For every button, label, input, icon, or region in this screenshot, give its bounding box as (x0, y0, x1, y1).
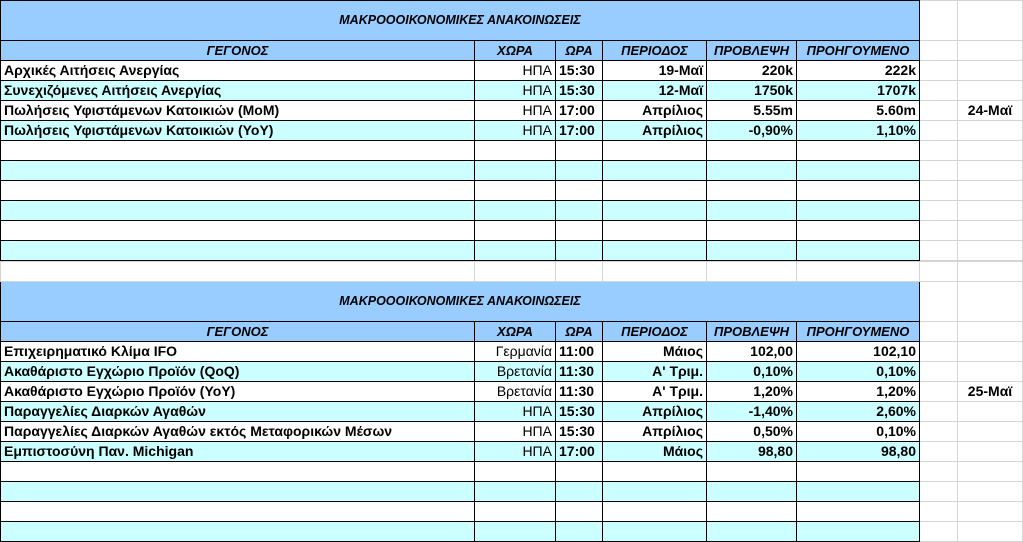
table-row (1, 201, 1023, 221)
cell-country[interactable] (475, 462, 556, 482)
empty-cell[interactable] (958, 402, 1023, 422)
cell-period[interactable] (603, 502, 707, 522)
table-row (1, 362, 1023, 382)
empty-cell[interactable] (920, 1, 958, 41)
cell-previous[interactable]: 98,80 (797, 442, 920, 462)
cell-period[interactable] (603, 241, 707, 261)
cell-period[interactable]: Απρίλιος (603, 422, 707, 442)
empty-cell[interactable] (920, 462, 958, 482)
empty-cell[interactable] (958, 322, 1023, 342)
cell-forecast[interactable]: -0,90% (707, 121, 797, 141)
cell-period[interactable]: Α' Τριμ. (603, 362, 707, 382)
cell-country[interactable]: Βρετανία (475, 382, 556, 402)
cell-forecast[interactable]: 98,80 (707, 442, 797, 462)
cell-period[interactable]: Απρίλιος (603, 121, 707, 141)
header-event[interactable]: ΓΕΓΟΝΟΣ (1, 41, 475, 61)
table-row (1, 241, 1023, 261)
cell-previous[interactable]: 0,10% (797, 362, 920, 382)
cell-time[interactable]: 17:00 (556, 442, 603, 462)
cell-period[interactable]: Μάιος (603, 442, 707, 462)
empty-cell[interactable] (958, 362, 1023, 382)
cell-time[interactable]: 17:00 (556, 101, 603, 121)
empty-cell[interactable] (920, 121, 958, 141)
cell-period[interactable] (603, 221, 707, 241)
cell-period[interactable] (603, 482, 707, 502)
empty-cell[interactable] (958, 442, 1023, 462)
empty-cell[interactable] (920, 241, 958, 261)
cell-event[interactable]: Εμπιστοσύνη Παν. Michigan (1, 442, 475, 462)
cell-event[interactable] (1, 522, 475, 542)
cell-previous[interactable]: 0,10% (797, 422, 920, 442)
cell-previous[interactable]: 2,60% (797, 402, 920, 422)
header-time[interactable]: ΩΡΑ (556, 41, 603, 61)
empty-cell[interactable] (958, 462, 1023, 482)
empty-cell[interactable] (1, 262, 475, 282)
header-event[interactable]: ΓΕΓΟΝΟΣ (1, 322, 475, 342)
cell-forecast[interactable]: 0,50% (707, 422, 797, 442)
cell-previous[interactable] (797, 161, 920, 181)
spacer-row (0, 261, 1023, 282)
cell-event[interactable] (1, 502, 475, 522)
empty-cell[interactable] (920, 422, 958, 442)
table-row (1, 422, 1023, 442)
table-row (1, 81, 1023, 101)
header-forecast[interactable]: ΠΡΟΒΛΕΨΗ (707, 322, 797, 342)
cell-country[interactable]: ΗΠΑ (475, 422, 556, 442)
cell-country[interactable]: ΗΠΑ (475, 101, 556, 121)
table-row (1, 442, 1023, 462)
cell-period[interactable]: Α' Τριμ. (603, 382, 707, 402)
empty-cell[interactable] (920, 61, 958, 81)
cell-event[interactable]: Ακαθάριστο Εγχώριο Προϊόν (QoQ) (1, 362, 475, 382)
cell-previous[interactable] (797, 221, 920, 241)
cell-country[interactable]: Γερμανία (475, 342, 556, 362)
header-country[interactable]: ΧΩΡΑ (475, 322, 556, 342)
table-row (1, 161, 1023, 181)
cell-country[interactable]: ΗΠΑ (475, 442, 556, 462)
table-row (1, 462, 1023, 482)
cell-previous[interactable] (797, 482, 920, 502)
cell-forecast[interactable]: 220k (707, 61, 797, 81)
header-country[interactable]: ΧΩΡΑ (475, 41, 556, 61)
cell-previous[interactable]: 1,20% (797, 382, 920, 402)
cell-time[interactable] (556, 482, 603, 502)
table-row (1, 101, 1023, 121)
cell-period[interactable]: 19-Μαϊ (603, 61, 707, 81)
cell-event[interactable] (1, 161, 475, 181)
cell-event[interactable]: Πωλήσεις Υφιστάμενων Κατοικιών (MoM) (1, 101, 475, 121)
empty-cell[interactable] (958, 201, 1023, 221)
cell-period[interactable] (603, 522, 707, 542)
empty-cell[interactable] (958, 221, 1023, 241)
table-row (1, 402, 1023, 422)
cell-previous[interactable] (797, 181, 920, 201)
cell-time[interactable] (556, 241, 603, 261)
empty-cell[interactable] (707, 262, 797, 282)
cell-country[interactable]: Βρετανία (475, 362, 556, 382)
header-previous[interactable]: ΠΡΟΗΓΟΥΜΕΝΟ (797, 322, 920, 342)
cell-country[interactable]: ΗΠΑ (475, 61, 556, 81)
empty-cell[interactable] (920, 482, 958, 502)
empty-cell[interactable] (958, 282, 1023, 322)
table-row (1, 141, 1023, 161)
empty-cell[interactable] (958, 41, 1023, 61)
empty-cell[interactable] (920, 81, 958, 101)
cell-country[interactable] (475, 502, 556, 522)
date-cell[interactable]: 25-Μαϊ (958, 382, 1023, 402)
section-title[interactable]: ΜΑΚΡΟΟΟΙΚΟΝΟΜΙΚΕΣ ΑΝΑΚΟΙΝΩΣΕΙΣ (1, 1, 920, 41)
cell-previous[interactable] (797, 201, 920, 221)
cell-time[interactable] (556, 141, 603, 161)
cell-previous[interactable] (797, 522, 920, 542)
cell-event[interactable] (1, 482, 475, 502)
empty-cell[interactable] (958, 522, 1023, 542)
table-row (1, 482, 1023, 502)
cell-period[interactable] (603, 141, 707, 161)
cell-time[interactable]: 11:30 (556, 382, 603, 402)
cell-period[interactable]: Απρίλιος (603, 101, 707, 121)
empty-cell[interactable] (920, 342, 958, 362)
cell-country[interactable] (475, 221, 556, 241)
cell-forecast[interactable] (707, 482, 797, 502)
empty-cell[interactable] (958, 61, 1023, 81)
table-row (1, 522, 1023, 542)
cell-country[interactable] (475, 522, 556, 542)
cell-time[interactable] (556, 201, 603, 221)
header-previous[interactable]: ΠΡΟΗΓΟΥΜΕΝΟ (797, 41, 920, 61)
table-row (1, 342, 1023, 362)
empty-cell[interactable] (920, 382, 958, 402)
cell-event[interactable]: Συνεχιζόμενες Αιτήσεις Ανεργίας (1, 81, 475, 101)
cell-period[interactable] (603, 462, 707, 482)
cell-forecast[interactable] (707, 462, 797, 482)
empty-cell[interactable] (556, 262, 603, 282)
cell-forecast[interactable] (707, 502, 797, 522)
macro-table-2 (0, 281, 1023, 542)
cell-forecast[interactable] (707, 201, 797, 221)
cell-event[interactable]: Ακαθάριστο Εγχώριο Προϊόν (YoY) (1, 382, 475, 402)
empty-cell[interactable] (920, 322, 958, 342)
empty-cell[interactable] (958, 1, 1023, 41)
cell-country[interactable] (475, 482, 556, 502)
cell-time[interactable] (556, 221, 603, 241)
empty-cell[interactable] (920, 41, 958, 61)
table-row (1, 221, 1023, 241)
cell-forecast[interactable]: 1,20% (707, 382, 797, 402)
cell-event[interactable] (1, 201, 475, 221)
cell-event[interactable] (1, 462, 475, 482)
table-row (1, 121, 1023, 141)
empty-cell[interactable] (920, 402, 958, 422)
cell-period[interactable] (603, 181, 707, 201)
cell-period[interactable]: Απρίλιος (603, 402, 707, 422)
empty-cell[interactable] (920, 442, 958, 462)
cell-period[interactable] (603, 161, 707, 181)
empty-cell[interactable] (920, 282, 958, 322)
header-period[interactable]: ΠΕΡΙΟΔΟΣ (603, 322, 707, 342)
cell-previous[interactable] (797, 241, 920, 261)
cell-forecast[interactable]: 0,10% (707, 362, 797, 382)
section-title[interactable]: ΜΑΚΡΟΟΟΙΚΟΝΟΜΙΚΕΣ ΑΝΑΚΟΙΝΩΣΕΙΣ (1, 282, 920, 322)
cell-time[interactable]: 15:30 (556, 402, 603, 422)
cell-forecast[interactable]: 102,00 (707, 342, 797, 362)
empty-cell[interactable] (958, 482, 1023, 502)
empty-cell[interactable] (958, 181, 1023, 201)
cell-forecast[interactable] (707, 241, 797, 261)
macro-table-1 (0, 0, 1023, 261)
empty-cell[interactable] (958, 502, 1023, 522)
cell-time[interactable]: 17:00 (556, 121, 603, 141)
empty-cell[interactable] (958, 81, 1023, 101)
empty-cell[interactable] (958, 241, 1023, 261)
cell-event[interactable]: Πωλήσεις Υφιστάμενων Κατοικιών (YoY) (1, 121, 475, 141)
cell-forecast[interactable]: 5.55m (707, 101, 797, 121)
table-row (1, 61, 1023, 81)
cell-country[interactable] (475, 201, 556, 221)
cell-previous[interactable]: 222k (797, 61, 920, 81)
empty-cell[interactable] (920, 181, 958, 201)
table-row (1, 382, 1023, 402)
empty-cell[interactable] (920, 101, 958, 121)
cell-forecast[interactable] (707, 181, 797, 201)
empty-cell[interactable] (958, 422, 1023, 442)
cell-previous[interactable]: 102,10 (797, 342, 920, 362)
cell-event[interactable] (1, 241, 475, 261)
cell-time[interactable] (556, 462, 603, 482)
empty-cell[interactable] (475, 262, 556, 282)
empty-cell[interactable] (920, 141, 958, 161)
cell-event[interactable] (1, 141, 475, 161)
cell-time[interactable] (556, 181, 603, 201)
cell-time[interactable]: 15:30 (556, 422, 603, 442)
empty-cell[interactable] (958, 342, 1023, 362)
cell-time[interactable] (556, 522, 603, 542)
cell-event[interactable] (1, 221, 475, 241)
cell-time[interactable]: 15:30 (556, 61, 603, 81)
cell-country[interactable] (475, 241, 556, 261)
cell-previous[interactable] (797, 462, 920, 482)
cell-forecast[interactable]: 1750k (707, 81, 797, 101)
cell-previous[interactable]: 5.60m (797, 101, 920, 121)
empty-cell[interactable] (920, 221, 958, 241)
cell-country[interactable] (475, 161, 556, 181)
date-cell[interactable]: 24-Μαϊ (958, 101, 1023, 121)
cell-event[interactable] (1, 181, 475, 201)
cell-country[interactable] (475, 141, 556, 161)
empty-cell[interactable] (920, 161, 958, 181)
cell-time[interactable]: 15:30 (556, 81, 603, 101)
cell-forecast[interactable] (707, 221, 797, 241)
cell-period[interactable]: Μάιος (603, 342, 707, 362)
table-row (1, 502, 1023, 522)
header-period[interactable]: ΠΕΡΙΟΔΟΣ (603, 41, 707, 61)
cell-time[interactable]: 11:30 (556, 362, 603, 382)
cell-event[interactable]: Παραγγελίες Διαρκών Αγαθών εκτός Μεταφορικών Μέσων (1, 422, 475, 442)
cell-time[interactable] (556, 161, 603, 181)
cell-country[interactable]: ΗΠΑ (475, 81, 556, 101)
cell-event[interactable]: Αρχικές Αιτήσεις Ανεργίας (1, 61, 475, 81)
cell-country[interactable]: ΗΠΑ (475, 121, 556, 141)
empty-cell[interactable] (920, 262, 958, 282)
table-row (1, 181, 1023, 201)
cell-time[interactable] (556, 502, 603, 522)
empty-cell[interactable] (920, 362, 958, 382)
cell-forecast[interactable]: -1,40% (707, 402, 797, 422)
empty-cell[interactable] (958, 262, 1023, 282)
cell-previous[interactable]: 1,10% (797, 121, 920, 141)
cell-previous[interactable] (797, 141, 920, 161)
cell-event[interactable]: Επιχειρηματικό Κλίμα IFO (1, 342, 475, 362)
cell-time[interactable]: 11:00 (556, 342, 603, 362)
empty-cell[interactable] (958, 161, 1023, 181)
cell-country[interactable] (475, 181, 556, 201)
empty-cell[interactable] (603, 262, 707, 282)
cell-forecast[interactable] (707, 141, 797, 161)
cell-period[interactable] (603, 201, 707, 221)
empty-cell[interactable] (920, 201, 958, 221)
cell-previous[interactable]: 1707k (797, 81, 920, 101)
header-forecast[interactable]: ΠΡΟΒΛΕΨΗ (707, 41, 797, 61)
cell-country[interactable]: ΗΠΑ (475, 402, 556, 422)
empty-cell[interactable] (920, 502, 958, 522)
empty-cell[interactable] (920, 522, 958, 542)
header-time[interactable]: ΩΡΑ (556, 322, 603, 342)
cell-previous[interactable] (797, 502, 920, 522)
empty-cell[interactable] (958, 141, 1023, 161)
cell-period[interactable]: 12-Μαϊ (603, 81, 707, 101)
cell-forecast[interactable] (707, 161, 797, 181)
cell-event[interactable]: Παραγγελίες Διαρκών Αγαθών (1, 402, 475, 422)
empty-cell[interactable] (958, 121, 1023, 141)
cell-forecast[interactable] (707, 522, 797, 542)
empty-cell[interactable] (797, 262, 920, 282)
